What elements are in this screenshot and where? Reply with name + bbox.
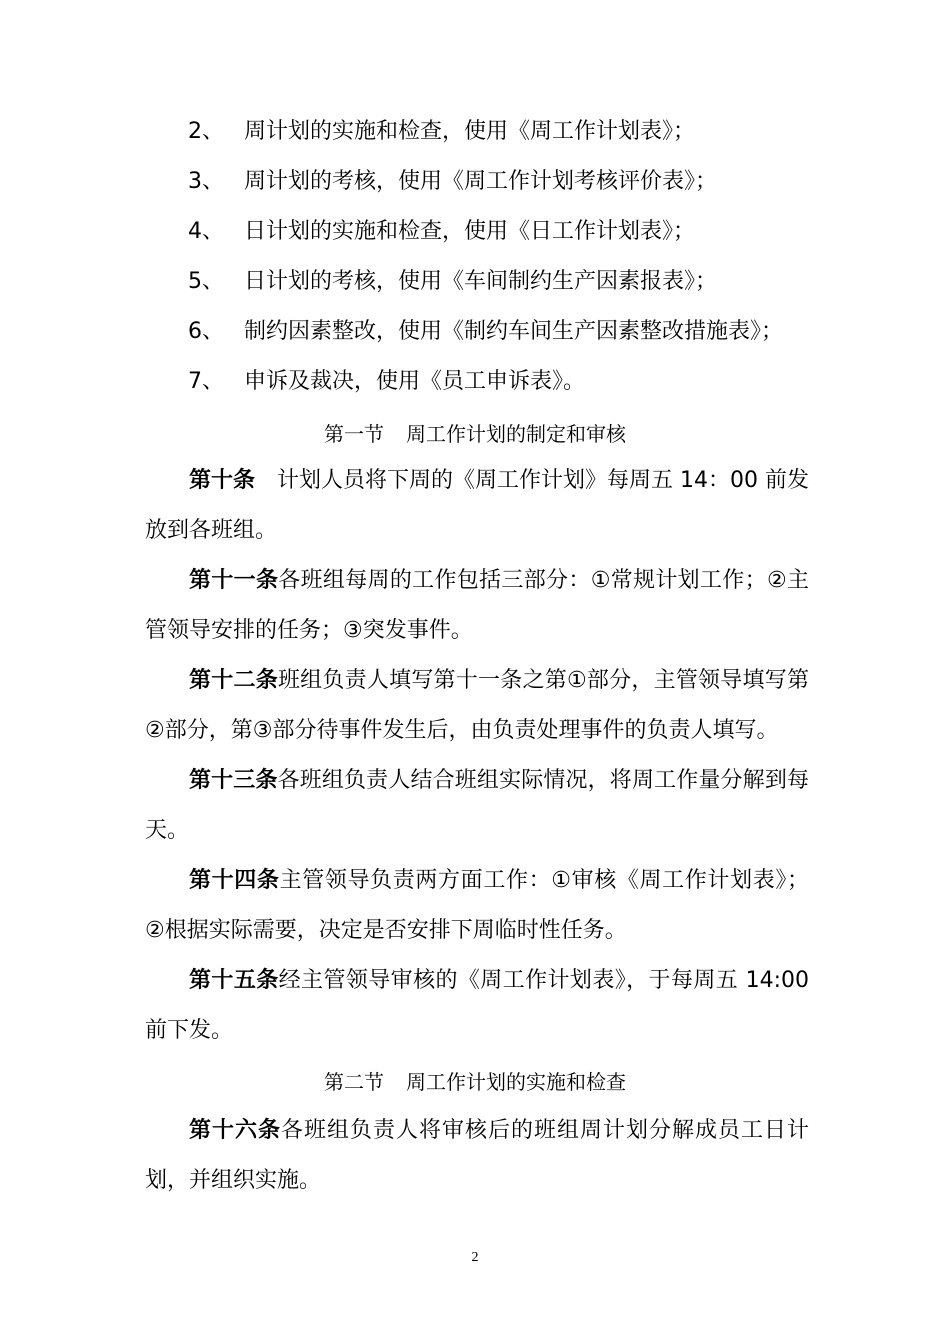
article-text: 计划人员将下周的《周工作计划》每周五 14：00 前发放到各班组。 bbox=[145, 468, 809, 543]
article-label: 第十一条 bbox=[189, 568, 279, 593]
article-label: 第十三条 bbox=[189, 768, 278, 793]
list-item-text: 周计划的考核，使用《周工作计划考核评价表》； bbox=[244, 169, 718, 194]
section-number: 第一节 bbox=[324, 422, 384, 446]
section-heading bbox=[0, 1064, 950, 1100]
article-label: 第十条 bbox=[189, 468, 256, 493]
list-item bbox=[188, 162, 717, 202]
article-text: 各班组负责人将审核后的班组周计划分解成员工日计划，并组织实施。 bbox=[145, 1118, 809, 1193]
list-item-text: 申诉及裁决，使用《员工申诉表》。 bbox=[244, 369, 586, 394]
list-item-number: 5、 bbox=[188, 269, 224, 294]
list-item bbox=[188, 212, 695, 252]
article-text: 主管领导负责两方面工作：①审核《周工作计划表》；②根据实际需要，决定是否安排下周临时性任务。 bbox=[145, 868, 809, 943]
list-item-number: 7、 bbox=[188, 369, 224, 394]
article-paragraph bbox=[145, 856, 809, 956]
section-number: 第二节 bbox=[324, 1070, 384, 1094]
section-heading bbox=[0, 416, 950, 452]
list-item-text: 日计划的考核，使用《车间制约生产因素报表》； bbox=[244, 269, 718, 294]
list-item-number: 2、 bbox=[188, 119, 224, 144]
list-item-number: 3、 bbox=[188, 169, 224, 194]
article-label: 第十五条 bbox=[189, 968, 279, 993]
list-item-number: 4、 bbox=[188, 219, 224, 244]
article-paragraph bbox=[145, 956, 809, 1056]
article-paragraph bbox=[145, 1106, 809, 1206]
article-label: 第十六条 bbox=[189, 1118, 281, 1143]
page-number: 2 bbox=[471, 1250, 479, 1265]
article-text: 各班组负责人结合班组实际情况，将周工作量分解到每天。 bbox=[145, 768, 809, 843]
list-item-number: 6、 bbox=[188, 319, 224, 344]
article-paragraph bbox=[145, 756, 809, 856]
article-paragraph bbox=[145, 656, 809, 756]
list-item bbox=[188, 312, 783, 352]
section-title-text: 周工作计划的制定和审核 bbox=[406, 422, 626, 446]
article-text: 经主管领导审核的《周工作计划表》，于每周五 14:00 前下发。 bbox=[145, 968, 809, 1043]
list-item-text: 制约因素整改，使用《制约车间生产因素整改措施表》； bbox=[244, 319, 784, 344]
list-item-text: 日计划的实施和检查，使用《日工作计划表》； bbox=[244, 219, 696, 244]
article-label: 第十二条 bbox=[189, 668, 278, 693]
article-paragraph bbox=[145, 556, 809, 656]
list-item bbox=[188, 262, 717, 302]
article-text: 各班组每周的工作包括三部分：①常规计划工作；②主管领导安排的任务；③突发事件。 bbox=[145, 568, 809, 643]
article-label: 第十四条 bbox=[189, 868, 280, 893]
article-text: 班组负责人填写第十一条之第①部分，主管领导填写第②部分，第③部分待事件发生后，由负责处理事件的负责人填写。 bbox=[145, 668, 809, 743]
list-item-text: 周计划的实施和检查，使用《周工作计划表》； bbox=[244, 119, 696, 144]
article-paragraph bbox=[145, 456, 809, 556]
section-title-text: 周工作计划的实施和检查 bbox=[406, 1070, 626, 1094]
list-item bbox=[188, 112, 695, 152]
list-item bbox=[188, 362, 585, 402]
